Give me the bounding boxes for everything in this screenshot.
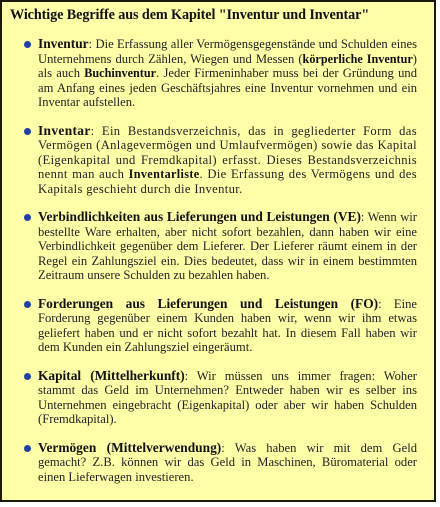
- bullet-icon: [24, 214, 31, 221]
- term-name: Kapital (Mittelherkunft): [38, 367, 185, 383]
- term-text: : Was haben wir mit dem Geld gemacht? Z.B. können wir das Geld in Maschinen, Büromaterial oder einen Lieferwagen investieren.: [38, 440, 417, 484]
- term-description: [38, 210, 417, 283]
- term-description: [38, 37, 417, 110]
- term-item-vermoegen: [2, 441, 434, 485]
- term-list: [2, 37, 434, 484]
- bullet-icon: [24, 445, 31, 452]
- term-highlight: Buchinventur: [84, 66, 157, 80]
- term-text: : Ein Bestandsverzeichnis, das in gegliederter Form das Vermögen (Anlagevermögen und Umlaufvermögen) sowie das Kapital (Eigenkapital und Fremdkapital) erfasst. Dieses Bestandsverzeichnis nennt man auch: [38, 123, 417, 181]
- term-text: : Eine Forderung gegenüber einem Kunden haben wir, wenn wir ihm etwas geliefert haben und er nicht sofort bezahlt hat. In diesem Fall haben wir dem Kunden ein Zahlungsziel eingeräumt.: [38, 296, 418, 354]
- bullet-icon: [24, 373, 31, 380]
- term-name: Inventar: [38, 122, 91, 138]
- term-text: . Die Erfassung des Vermögens und des Kapitals geschieht durch die Inventur.: [38, 167, 417, 196]
- bullet-icon: [24, 128, 31, 135]
- term-item-inventur: [2, 37, 434, 110]
- bullet-icon: [24, 41, 31, 48]
- term-description: [38, 369, 417, 427]
- term-name: Forderungen aus Lieferungen und Leistungen (FO): [38, 295, 379, 311]
- term-name: Inventur: [38, 36, 89, 51]
- term-text: . Jeder Firmeninhaber muss bei der Gründung und am Anfang eines jeden Geschäftsjahres eine Inventur vornehmen und ein Inventar aufstellen.: [38, 66, 417, 109]
- term-description: [38, 124, 417, 197]
- term-item-forderungen: [2, 297, 434, 355]
- bullet-icon: [24, 301, 31, 308]
- term-name: Vermögen (Mittelverwendung): [38, 439, 222, 455]
- term-highlight: körperliche Inventur: [302, 51, 413, 66]
- term-item-kapital: [2, 369, 434, 427]
- term-text: ) als auch: [38, 51, 417, 80]
- term-item-verbindlichkeiten: [2, 210, 434, 283]
- term-text: : Wenn wir bestellte Ware erhalten, aber nicht sofort bezahlen, dann haben wir eine Verbindlichkeit gegenüber dem Lieferer. Der Lieferer räumt einem in der Regel ein Zahlungsziel ein. Dies bedeutet, dass wir in einem bestimmten Zeitraum unsere Schulden zu bezahlen haben.: [38, 210, 417, 282]
- term-item-inventar: [2, 124, 434, 197]
- term-description: [38, 297, 417, 355]
- term-name: Verbindlichkeiten aus Lieferungen und Leistungen (VE): [38, 209, 361, 224]
- term-text: : Die Erfassung aller Vermögensgegenstände und Schulden eines Unternehmens durch Zählen, Wiegen und Messen (: [38, 37, 417, 66]
- glossary-title: Wichtige Begriffe aus dem Kapitel "Inventur und Inventar": [10, 7, 370, 23]
- term-text: : Wir müssen uns immer fragen: Woher stammt das Geld im Unternehmen? Entweder haben wir es selber ins Unternehmen eingebracht (Eigenkapital) oder aber wir haben Schulden (Fremdkapital).: [38, 368, 417, 426]
- term-highlight: Inventarliste: [128, 167, 200, 181]
- term-description: [38, 441, 417, 485]
